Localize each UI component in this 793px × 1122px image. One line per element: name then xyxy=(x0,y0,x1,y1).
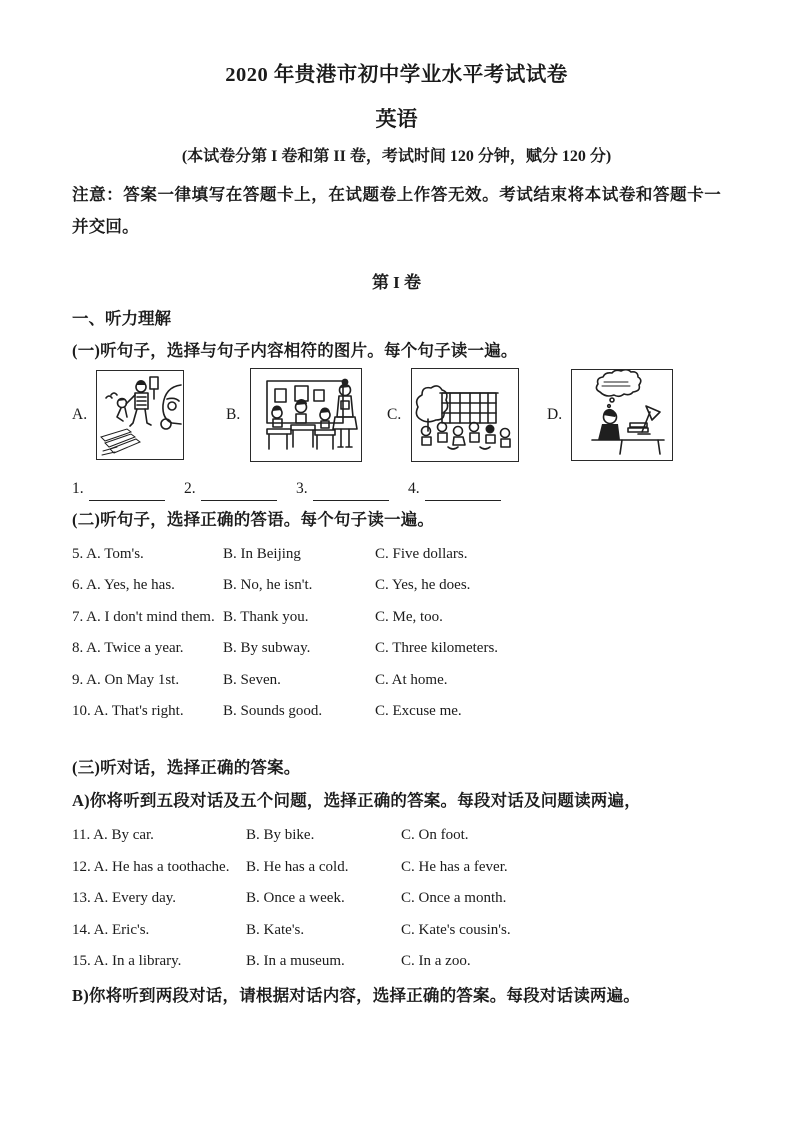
blank-4-line[interactable] xyxy=(425,484,501,501)
q15-option-a: 15. A. In a library. xyxy=(72,953,182,970)
q13-option-a: 13. A. Every day. xyxy=(72,890,177,907)
answer-blank-1[interactable] xyxy=(72,477,184,501)
q6-option-b: B. No, he isn't. xyxy=(223,577,313,594)
q5-option-b: B. In Beijing xyxy=(223,546,301,562)
q10-option-a: 10. A. That's right. xyxy=(72,703,184,720)
picture-a-label: A. xyxy=(72,406,88,423)
q7-option-a: 7. A. I don't mind them. xyxy=(72,608,215,625)
question-row-9 xyxy=(72,665,721,696)
q11-option-b: B. By bike. xyxy=(246,827,315,844)
question-row-11 xyxy=(72,820,721,851)
q13-option-c: C. Once a month. xyxy=(401,890,507,907)
blank-1-number: 1. xyxy=(72,480,84,497)
picture-option-a xyxy=(72,370,184,460)
picture-d-label: D. xyxy=(547,406,563,423)
picture-option-d xyxy=(547,369,673,461)
q9-option-c: C. At home. xyxy=(375,671,448,688)
sub3-instruction: (三)听对话，选择正确的答案。 xyxy=(72,758,301,778)
q8-option-b: B. By subway. xyxy=(223,640,311,657)
q9-option-a: 9. A. On May 1st. xyxy=(72,671,180,688)
listening-section-heading: 一、听力理解 xyxy=(72,309,171,328)
q14-option-a: 14. A. Eric's. xyxy=(72,921,150,938)
question-row-8 xyxy=(72,633,721,664)
q7-option-b: B. Thank you. xyxy=(223,608,309,625)
sub2-instruction: (二)听句子，选择正确的答语。每个句子读一遍。 xyxy=(72,510,435,529)
exam-info-line: (本试卷分第 I 卷和第 II 卷，考试时间 120 分钟，赋分 120 分) xyxy=(181,148,612,165)
q11-option-c: C. On foot. xyxy=(401,827,469,844)
question-row-15 xyxy=(72,946,721,977)
picture-c-label: C. xyxy=(387,406,402,423)
picture-option-b xyxy=(226,368,362,462)
blank-2-number: 2. xyxy=(184,480,196,497)
answer-blank-3[interactable] xyxy=(296,477,408,501)
blank-1-line[interactable] xyxy=(89,484,165,501)
part1-heading: 第 I 卷 xyxy=(371,273,422,292)
exam-subject: 英语 xyxy=(375,107,418,131)
q5-option-c: C. Five dollars. xyxy=(375,546,468,562)
exam-notice: 注意：答案一律填写在答题卡上，在试题卷上作答无效。考试结束将本试卷和答题卡一并交回。 xyxy=(72,185,721,236)
blank-2-line[interactable] xyxy=(201,484,277,501)
sub3-part-b-instruction: B)你将听到两段对话，请根据对话内容，选择正确的答案。每段对话读两遍。 xyxy=(72,986,640,1006)
q7-option-c: C. Me, too. xyxy=(375,608,443,625)
questions-5-10 xyxy=(72,539,721,727)
question-row-14 xyxy=(72,915,721,946)
picture-row xyxy=(72,367,721,463)
answer-blank-4[interactable] xyxy=(408,477,520,501)
q10-option-c: C. Excuse me. xyxy=(375,703,462,720)
sub1-instruction: (一)听句子，选择与句子内容相符的图片。每个句子读一遍。 xyxy=(72,341,518,360)
q15-option-c: C. In a zoo. xyxy=(401,953,471,970)
picture-option-c xyxy=(387,368,519,462)
q6-option-a: 6. A. Yes, he has. xyxy=(72,577,175,594)
q10-option-b: B. Sounds good. xyxy=(223,703,323,720)
sub3-part-a-instruction: A)你将听到五段对话及五个问题，选择正确的答案。每段对话及问题读两遍， xyxy=(72,791,641,811)
answer-blanks-row xyxy=(72,477,721,501)
q12-option-a: 12. A. He has a toothache. xyxy=(72,858,230,875)
q8-option-c: C. Three kilometers. xyxy=(375,640,499,657)
q14-option-c: C. Kate's cousin's. xyxy=(401,921,511,938)
q8-option-a: 8. A. Twice a year. xyxy=(72,640,184,657)
picture-b-label: B. xyxy=(226,406,241,423)
question-row-12 xyxy=(72,852,721,883)
question-row-13 xyxy=(72,883,721,914)
question-row-7 xyxy=(72,602,721,633)
q5-option-a: 5. A. Tom's. xyxy=(72,546,144,562)
blank-3-number: 3. xyxy=(296,480,308,497)
q12-option-c: C. He has a fever. xyxy=(401,858,508,875)
picture-b-image xyxy=(250,368,362,462)
q6-option-c: C. Yes, he does. xyxy=(375,577,471,594)
q9-option-b: B. Seven. xyxy=(223,671,281,688)
q12-option-b: B. He has a cold. xyxy=(246,858,349,875)
exam-title: 2020 年贵港市初中学业水平考试试卷 xyxy=(225,64,568,86)
q15-option-b: B. In a museum. xyxy=(246,953,345,970)
q14-option-b: B. Kate's. xyxy=(246,921,305,938)
question-row-10 xyxy=(72,696,721,727)
q11-option-a: 11. A. By car. xyxy=(72,827,154,844)
picture-d-image xyxy=(571,369,673,461)
picture-a-image xyxy=(96,370,184,460)
questions-11-15 xyxy=(72,820,721,977)
answer-blank-2[interactable] xyxy=(184,477,296,501)
picture-c-image xyxy=(411,368,519,462)
question-row-6 xyxy=(72,570,721,601)
blank-3-line[interactable] xyxy=(313,484,389,501)
question-row-5 xyxy=(72,539,721,570)
blank-4-number: 4. xyxy=(408,480,420,497)
q13-option-b: B. Once a week. xyxy=(246,890,345,907)
